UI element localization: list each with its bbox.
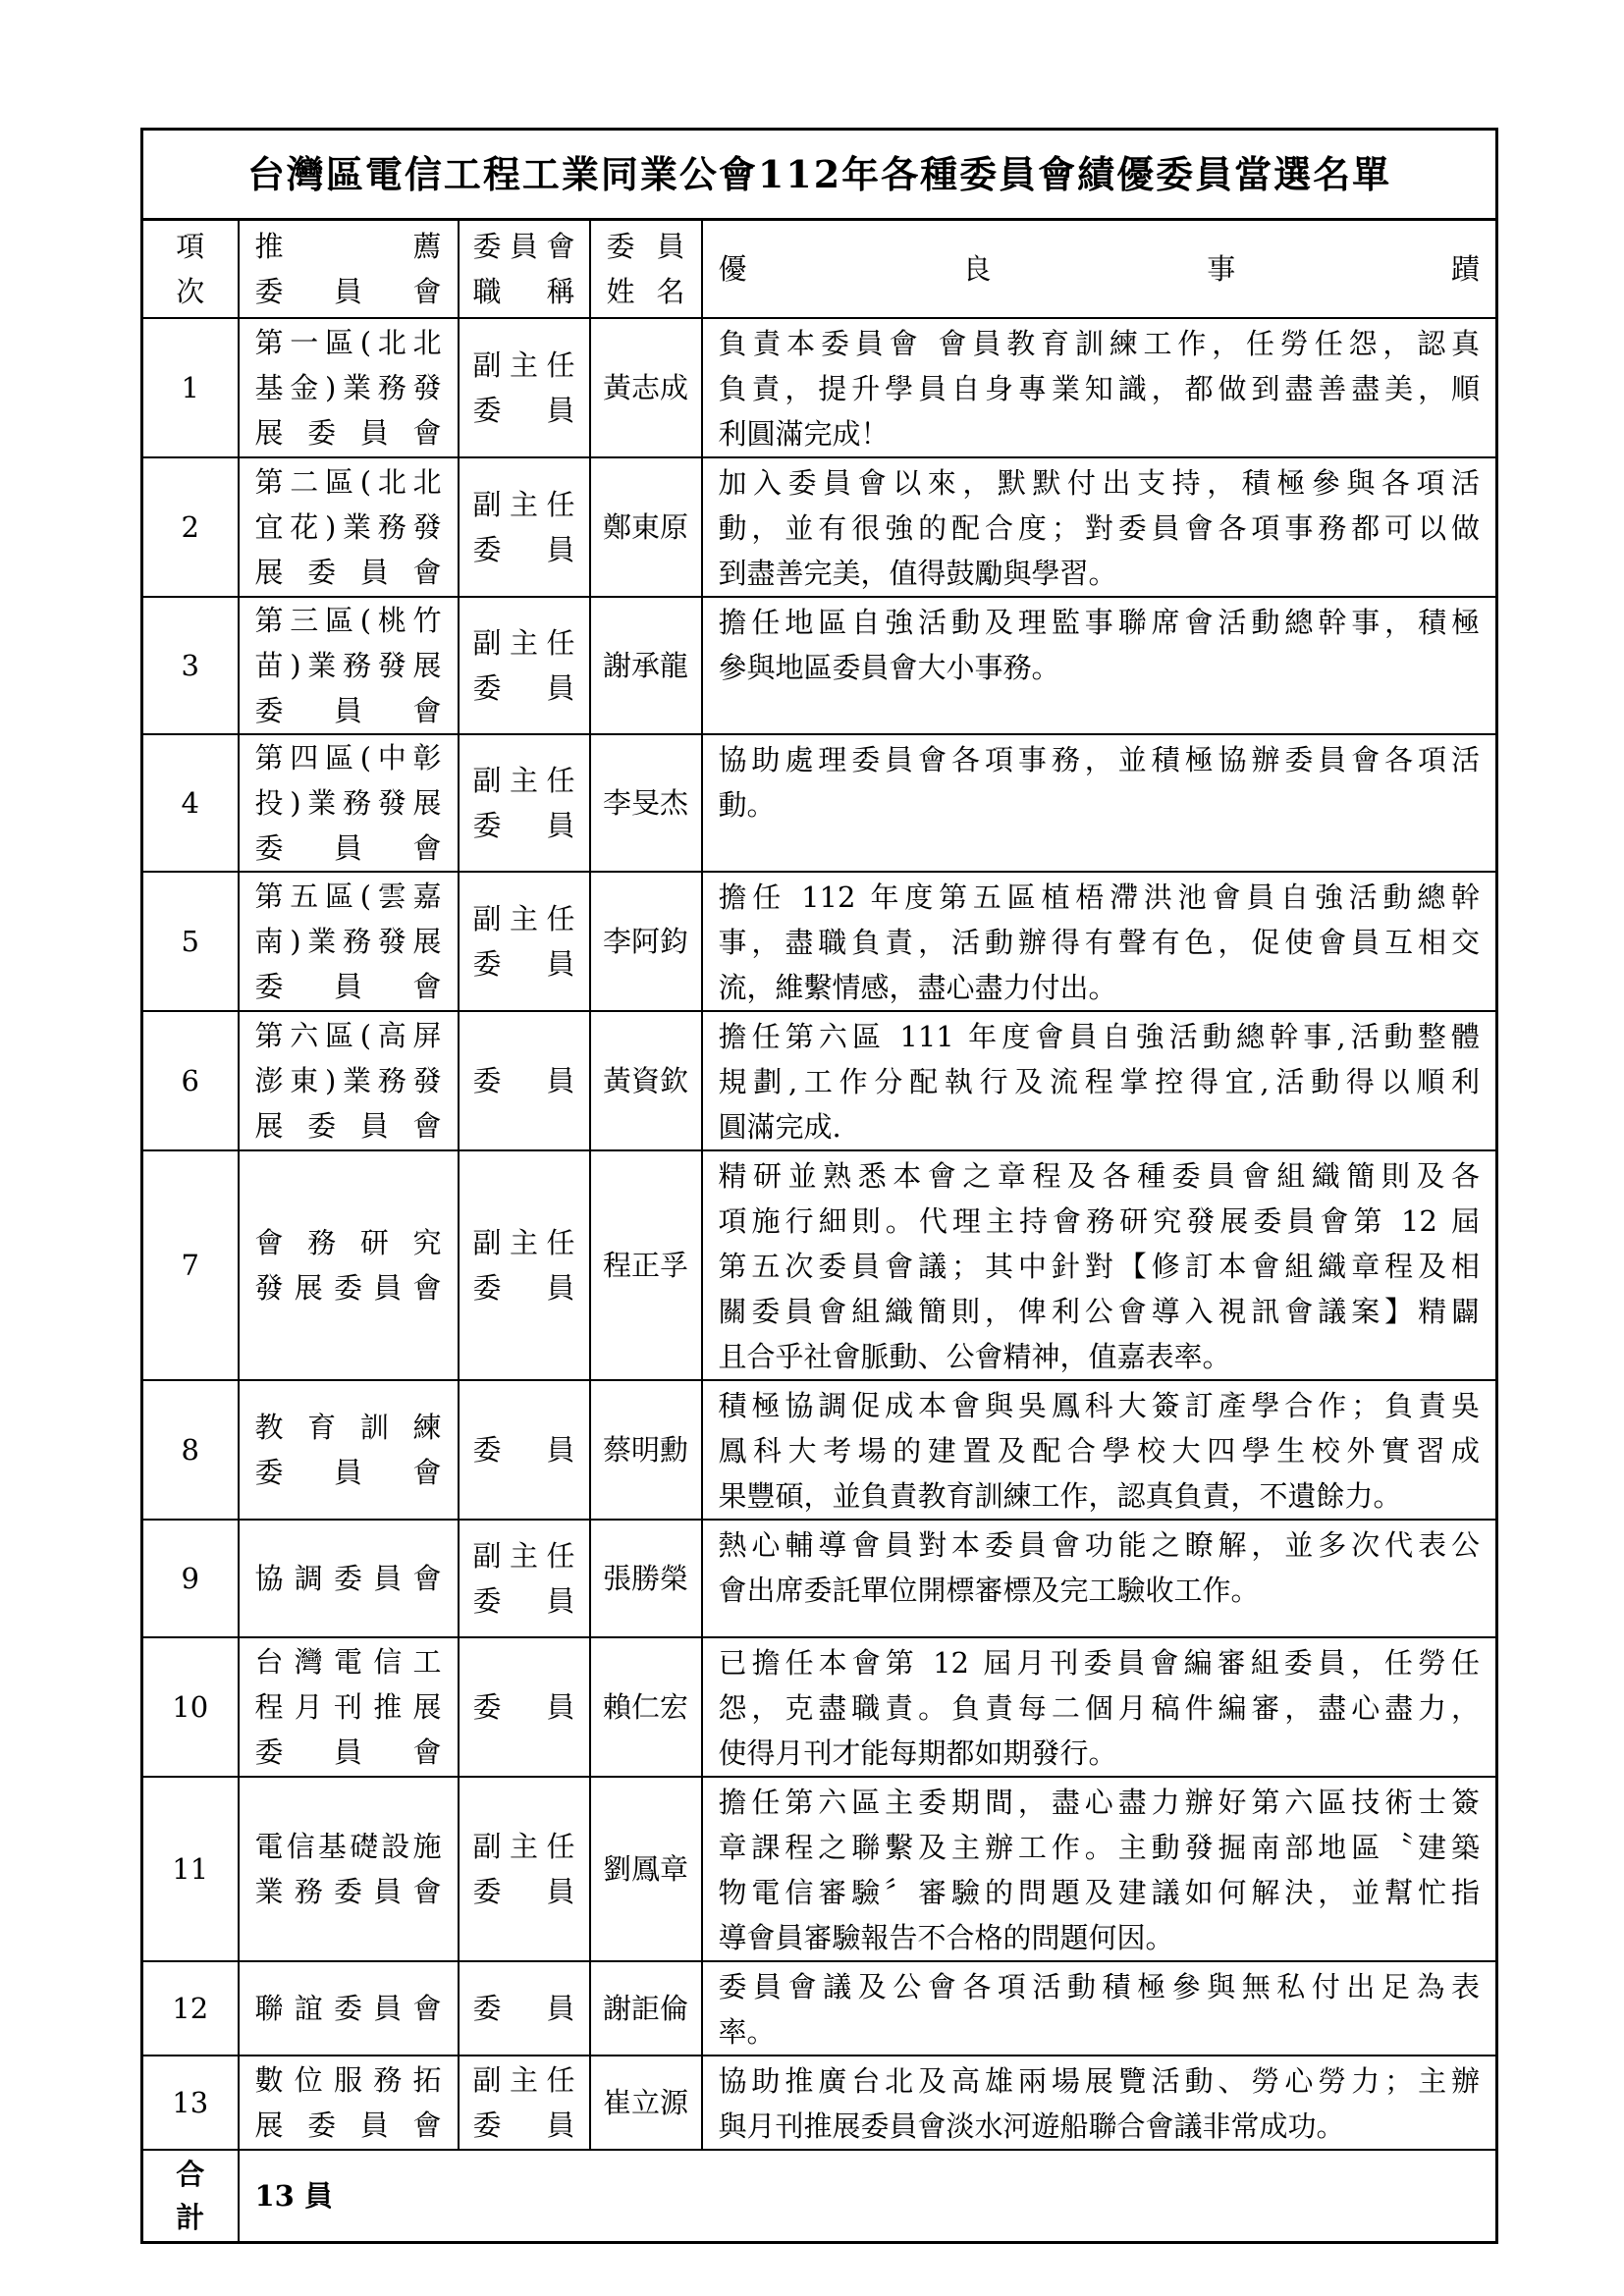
deeds-line: 怨，克盡職責。負責每二個月稿件編審，盡心盡力， [718,1691,1481,1725]
row-index: 7 [142,1150,239,1380]
deeds-line: 章課程之聯繫及主辦工作。主動發掘南部地區〝建築 [718,1831,1481,1864]
row-name: 李旻杰 [590,734,702,872]
row-index: 5 [142,872,239,1011]
table-row [142,2056,1497,2150]
position-line: 副主任 [472,2063,575,2097]
deeds-line: 熱心輔導會員對本委員會功能之瞭解，並多次代表公 [718,1528,1481,1562]
committee-line: 基金)業務發 [254,371,442,404]
deeds-line: 負責，提升學員自身專業知識，都做到盡善盡美，順 [718,372,1481,405]
row-deeds [702,1380,1497,1520]
deeds-line: 擔任第六區 111 年度會員自強活動總幹事,活動整體 [718,1020,1481,1053]
row-deeds [702,872,1497,1011]
committee-line: 宜花)業務發 [254,510,442,544]
row-index: 2 [142,457,239,597]
row-index: 3 [142,597,239,734]
deeds-line: 使得月刊才能每期都如期發行。 [718,1736,1117,1770]
committee-line: 第六區(高屏 [254,1019,442,1052]
row-index: 9 [142,1520,239,1637]
row-committee [239,734,459,872]
header-name: 委員 姓名 [590,220,702,319]
position-line: 委員 [472,1992,575,2025]
row-name: 蔡明勳 [590,1380,702,1520]
row-committee [239,1961,459,2056]
row-position [459,1380,590,1520]
title-row [142,130,1497,220]
row-committee [239,318,459,457]
deeds-line: 事，盡職負責，活動辦得有聲有色，促使會員互相交 [718,926,1481,959]
row-name: 劉鳳章 [590,1777,702,1961]
position-line: 委員 [472,2109,575,2142]
deeds-line: 精研並熟悉本會之章程及各種委員會組織簡則及各 [718,1159,1481,1193]
committee-line: 委員會 [254,831,442,865]
deeds-line: 第五次委員會議；其中針對【修訂本會組織章程及相 [718,1250,1481,1283]
position-line: 委員 [472,1271,575,1305]
row-committee [239,1520,459,1637]
row-name: 賴仁宏 [590,1637,702,1777]
committee-line: 數位服務拓 [254,2063,442,2097]
row-committee [239,872,459,1011]
total-label: 合 計 [142,2150,239,2243]
row-name: 程正孚 [590,1150,702,1380]
row-deeds [702,734,1497,872]
row-deeds [702,1011,1497,1150]
committee-line: 聯誼委員會 [254,1992,442,2025]
position-line: 副主任 [472,1539,575,1573]
deeds-line: 協助推廣台北及高雄兩場展覽活動、勞心勞力；主辦 [718,2064,1481,2098]
row-committee [239,1637,459,1777]
position-line: 副主任 [472,348,575,382]
deeds-line: 利圓滿完成！ [718,417,890,451]
committee-line: 第一區(北北 [254,326,442,359]
committee-line: 展委員會 [254,556,442,589]
row-committee [239,1777,459,1961]
position-line: 委員 [472,947,575,981]
document-page [140,128,1495,2244]
deeds-line: 積極協調促成本會與吳鳳科大簽訂產學合作；負責吳 [718,1389,1481,1422]
position-line: 委員 [472,394,575,427]
row-position [459,318,590,457]
deeds-line: 動，並有很強的配合度；對委員會各項事務都可以做 [718,511,1481,545]
deeds-line: 果豐碩，並負責教育訓練工作，認真負責，不遺餘力。 [718,1479,1402,1513]
deeds-line: 協助處理委員會各項事務，並積極協辦委員會各項活 [718,743,1481,776]
table-row [142,318,1497,457]
row-name: 李阿鈞 [590,872,702,1011]
row-position [459,457,590,597]
deeds-line: 已擔任本會第 12 屆月刊委員會編審組委員，任勞任 [718,1646,1481,1680]
position-line: 委員 [472,1064,575,1097]
row-position [459,1777,590,1961]
position-line: 委員 [472,671,575,705]
deeds-line: 動。 [718,788,776,822]
deeds-line: 加入委員會以來，默默付出支持，積極參與各項活 [718,466,1481,500]
row-name: 黃志成 [590,318,702,457]
row-position [459,597,590,734]
row-committee [239,1380,459,1520]
row-name: 謝詎倫 [590,1961,702,2056]
table-row [142,872,1497,1011]
row-index: 1 [142,318,239,457]
table-row [142,597,1497,734]
row-committee [239,2056,459,2150]
committee-line: 委員會 [254,694,442,727]
header-position: 委員會 職稱 [459,220,590,319]
committee-line: 發展委員會 [254,1271,442,1305]
row-index: 11 [142,1777,239,1961]
committee-line: 教育訓練 [254,1411,442,1444]
committee-line: 展委員會 [254,2109,442,2142]
committee-line: 苗)業務發展 [254,649,442,682]
committee-line: 業務委員會 [254,1875,442,1908]
row-index: 4 [142,734,239,872]
deeds-line: 擔任第六區主委期間，盡心盡力辦好第六區技術士簽 [718,1786,1481,1819]
row-deeds [702,1150,1497,1380]
row-deeds [702,1520,1497,1637]
position-line: 副主任 [472,1830,575,1863]
header-committee: 推薦 委員會 [239,220,459,319]
table-row [142,457,1497,597]
row-name: 謝承龍 [590,597,702,734]
committee-line: 程月刊推展 [254,1690,442,1724]
position-line: 副主任 [472,1226,575,1259]
committee-line: 第三區(桃竹 [254,604,442,637]
row-index: 8 [142,1380,239,1520]
row-deeds [702,1637,1497,1777]
header-deeds: 優良事蹟 [702,220,1497,319]
row-name: 黃資欽 [590,1011,702,1150]
committee-award-table [140,128,1498,2244]
deeds-line: 物電信審驗〞審驗的問題及建議如何解決，並幫忙指 [718,1876,1481,1909]
deeds-line: 規劃,工作分配執行及流程掌控得宜,活動得以順利 [718,1065,1481,1098]
committee-line: 委員會 [254,1735,442,1769]
position-line: 副主任 [472,764,575,797]
row-name: 鄭東原 [590,457,702,597]
row-committee [239,457,459,597]
committee-line: 第五區(雲嘉 [254,880,442,913]
deeds-line: 參與地區委員會大小事務。 [718,651,1060,684]
table-row [142,1520,1497,1637]
deeds-line: 會出席委託單位開標審標及完工驗收工作。 [718,1574,1260,1607]
committee-line: 第四區(中彰 [254,741,442,774]
position-line: 委員 [472,1690,575,1724]
row-position [459,2056,590,2150]
deeds-line: 且合乎社會脈動、公會精神，值嘉表率。 [718,1340,1231,1373]
deeds-line: 率。 [718,2015,776,2049]
row-position [459,1011,590,1150]
deeds-line: 圓滿完成. [718,1110,841,1144]
row-deeds [702,318,1497,457]
row-name: 張勝榮 [590,1520,702,1637]
row-position [459,734,590,872]
total-value: 13 員 [239,2150,1497,2243]
position-line: 副主任 [472,902,575,935]
committee-line: 協調委員會 [254,1562,442,1595]
deeds-line: 流，維繫情感，盡心盡力付出。 [718,971,1117,1004]
committee-line: 展委員會 [254,1109,442,1143]
position-line: 副主任 [472,488,575,521]
deeds-line: 導會員審驗報告不合格的問題何因。 [718,1921,1174,1954]
row-position [459,1150,590,1380]
row-index: 6 [142,1011,239,1150]
row-index: 13 [142,2056,239,2150]
row-position [459,1961,590,2056]
row-deeds [702,597,1497,734]
committee-line: 委員會 [254,970,442,1003]
committee-line: 南)業務發展 [254,925,442,958]
total-row [142,2150,1497,2243]
row-deeds [702,2056,1497,2150]
committee-line: 台灣電信工 [254,1645,442,1679]
header-index: 項 次 [142,220,239,319]
position-line: 委員 [472,1584,575,1618]
committee-line: 展委員會 [254,416,442,450]
table-row [142,1637,1497,1777]
deeds-line: 委員會議及公會各項活動積極參與無私付出足為表 [718,1970,1481,2003]
deeds-line: 到盡善完美，值得鼓勵與學習。 [718,557,1117,590]
deeds-line: 負責本委員會 會員教育訓練工作，任勞任怨，認真 [718,327,1481,360]
deeds-line: 擔任 112 年度第五區植梧滯洪池會員自強活動總幹 [718,881,1481,914]
row-deeds [702,1961,1497,2056]
document-title: 台灣區電信工程工業同業公會112年各種委員會績優委員當選名單 [142,130,1497,220]
deeds-line: 關委員會組織簡則，俾利公會導入視訊會議案】精闢 [718,1295,1481,1328]
committee-line: 會務研究 [254,1226,442,1259]
row-position [459,872,590,1011]
row-committee [239,597,459,734]
position-line: 委員 [472,809,575,842]
table-row [142,1150,1497,1380]
committee-line: 委員會 [254,1456,442,1489]
position-line: 委員 [472,1433,575,1467]
table-row [142,1011,1497,1150]
position-line: 委員 [472,1875,575,1908]
position-line: 副主任 [472,626,575,660]
table-row [142,1777,1497,1961]
row-committee [239,1011,459,1150]
row-deeds [702,1777,1497,1961]
row-index: 10 [142,1637,239,1777]
committee-line: 電信基礎設施 [254,1830,442,1863]
committee-line: 投)業務發展 [254,786,442,820]
row-committee [239,1150,459,1380]
row-position [459,1637,590,1777]
deeds-line: 項施行細則。代理主持會務研究發展委員會第 12 屆 [718,1204,1481,1238]
deeds-line: 擔任地區自強活動及理監事聯席會活動總幹事，積極 [718,606,1481,639]
committee-line: 澎東)業務發 [254,1064,442,1097]
deeds-line: 與月刊推展委員會淡水河遊船聯合會議非常成功。 [718,2109,1345,2143]
table-row [142,734,1497,872]
header-row [142,220,1497,319]
position-line: 委員 [472,533,575,566]
committee-line: 第二區(北北 [254,465,442,499]
row-name: 崔立源 [590,2056,702,2150]
table-row [142,1380,1497,1520]
row-deeds [702,457,1497,597]
row-position [459,1520,590,1637]
row-index: 12 [142,1961,239,2056]
table-row [142,1961,1497,2056]
deeds-line: 鳳科大考場的建置及配合學校大四學生校外實習成 [718,1434,1481,1468]
